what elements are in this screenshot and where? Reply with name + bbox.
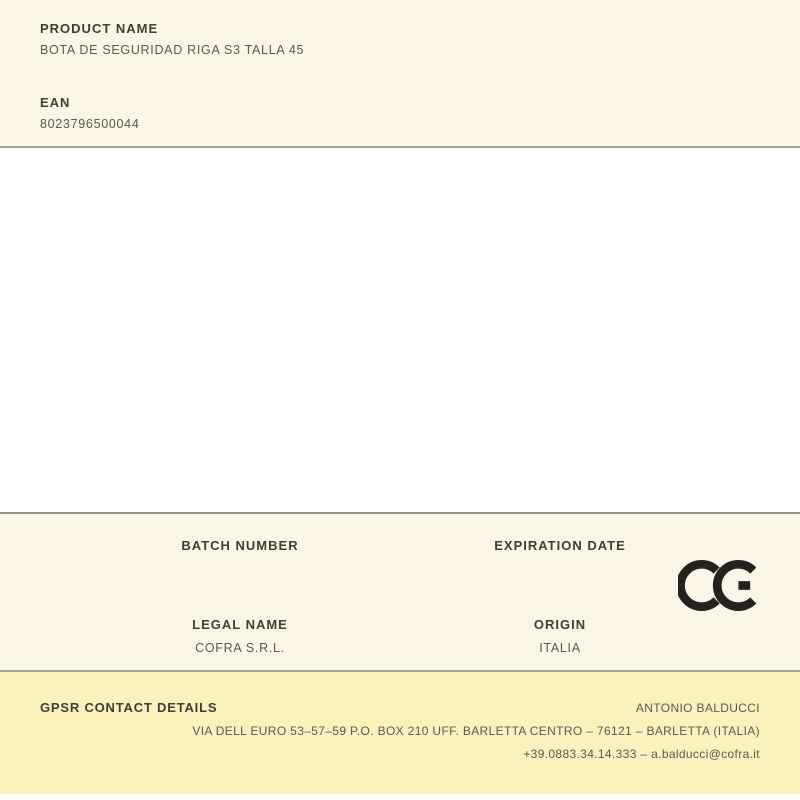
ean-heading: EAN <box>40 95 71 110</box>
gpsr-address: VIA DELL EURO 53–57–59 P.O. BOX 210 UFF. BARLETTA CENTRO – 76121 – BARLETTA (ITALIA) <box>192 724 760 738</box>
legal-name-heading: LEGAL NAME <box>192 617 288 632</box>
ean-field <box>40 95 760 132</box>
gpsr-phone-email: +39.0883.34.14.333 – a.balducci@cofra.it <box>523 747 760 761</box>
product-name-field <box>40 21 760 58</box>
product-info-section <box>0 0 800 148</box>
legal-name-value: COFRA S.R.L. <box>195 641 285 655</box>
gpsr-header-row <box>40 700 760 716</box>
gpsr-heading: GPSR CONTACT DETAILS <box>40 700 218 715</box>
ean-value: 8023796500044 <box>40 117 140 131</box>
gpsr-contact-name: ANTONIO BALDUCCI <box>635 701 760 715</box>
batch-number-heading: BATCH NUMBER <box>181 538 299 553</box>
batch-number-field <box>80 538 400 562</box>
blank-image-area <box>0 148 800 514</box>
origin-field <box>400 617 720 656</box>
legal-origin-row <box>0 617 800 656</box>
product-name-value: BOTA DE SEGURIDAD RIGA S3 TALLA 45 <box>40 43 305 57</box>
compliance-section <box>0 514 800 672</box>
ce-mark-icon <box>678 560 756 611</box>
origin-heading: ORIGIN <box>533 617 587 632</box>
batch-expiration-row <box>0 538 800 562</box>
gpsr-contact-section <box>0 672 800 794</box>
expiration-date-field <box>400 538 720 562</box>
expiration-date-heading: EXPIRATION DATE <box>494 538 626 553</box>
origin-value: ITALIA <box>539 641 581 655</box>
legal-name-field <box>80 617 400 656</box>
product-name-heading: PRODUCT NAME <box>40 21 159 36</box>
